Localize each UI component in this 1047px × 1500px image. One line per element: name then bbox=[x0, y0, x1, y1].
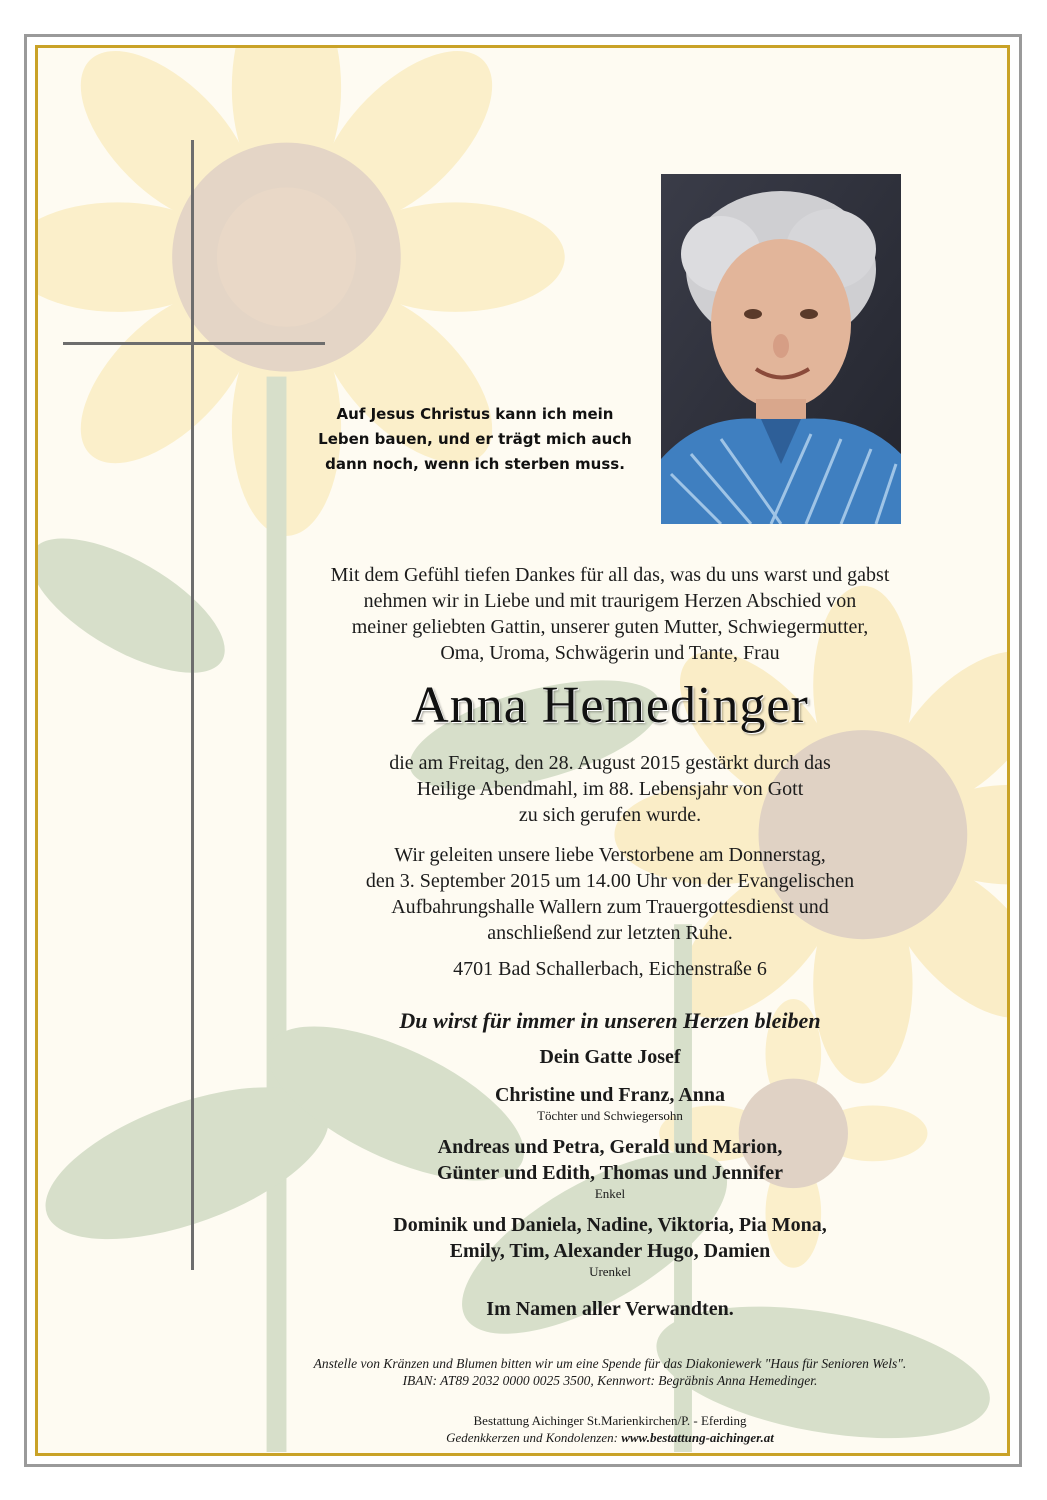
bible-quote bbox=[290, 402, 660, 477]
funeral-line: den 3. September 2015 um 14.00 Uhr von der Evangelischen bbox=[365, 870, 855, 892]
funeral-line: anschließend zur letzten Ruhe. bbox=[487, 922, 733, 944]
donation-line: Anstelle von Kränzen und Blumen bitten wir um eine Spende für das Diakoniewerk "Haus für Senioren Wels". bbox=[313, 1356, 907, 1371]
address: 4701 Bad Schallerbach, Eichenstraße 6 bbox=[453, 958, 767, 980]
undertaker-website-link[interactable]: www.bestattung-aichinger.at bbox=[621, 1430, 774, 1445]
intro-line: Mit dem Gefühl tiefen Dankes für all das, was du uns warst und gabst bbox=[330, 564, 890, 586]
intro-text bbox=[250, 562, 970, 666]
great-grandchildren-line: Emily, Tim, Alexander Hugo, Damien bbox=[449, 1240, 771, 1262]
family-children bbox=[250, 1082, 970, 1124]
children-role: Töchter und Schwiegersohn bbox=[537, 1108, 683, 1123]
funeral-info-text bbox=[250, 842, 970, 946]
death-line: Heilige Abendmahl, im 88. Lebensjahr von Gott bbox=[416, 778, 804, 800]
intro-line: meiner geliebten Gattin, unserer guten Mutter, Schwiegermutter, bbox=[351, 616, 869, 638]
closing-line: Im Namen aller Verwandten. bbox=[486, 1298, 734, 1320]
intro-line: Oma, Uroma, Schwägerin und Tante, Frau bbox=[440, 642, 780, 664]
intro-line: nehmen wir in Liebe und mit traurigem Herzen Abschied von bbox=[363, 590, 857, 612]
funeral-line: Aufbahrungshalle Wallern zum Trauergottesdienst und bbox=[391, 896, 829, 918]
undertaker-info bbox=[250, 1412, 970, 1446]
portrait-photo bbox=[661, 174, 901, 524]
grandchildren-role: Enkel bbox=[594, 1186, 626, 1201]
portrait-image bbox=[661, 174, 901, 524]
donation-note bbox=[200, 1355, 1020, 1389]
death-line: zu sich gerufen wurde. bbox=[518, 804, 702, 826]
condolence-line bbox=[250, 1429, 970, 1446]
family-husband bbox=[250, 1044, 970, 1070]
great-grandchildren-line: Dominik und Daniela, Nadine, Viktoria, Pia Mona, bbox=[393, 1214, 827, 1236]
quote-line: dann noch, wenn ich sterben muss. bbox=[325, 455, 625, 473]
death-notice-text bbox=[250, 750, 970, 828]
motto: Du wirst für immer in unseren Herzen bleiben bbox=[399, 1008, 821, 1033]
cross-horizontal-bar bbox=[63, 342, 325, 345]
grandchildren-line: Andreas und Petra, Gerald und Marion, bbox=[437, 1136, 783, 1158]
grandchildren-line: Günter und Edith, Thomas und Jennifer bbox=[436, 1162, 784, 1184]
deceased-name: Anna Hemedinger bbox=[411, 677, 809, 734]
great-grandchildren-role: Urenkel bbox=[589, 1264, 631, 1279]
family-great-grandchildren bbox=[250, 1212, 970, 1280]
condolence-prefix: Gedenkkerzen und Kondolenzen: bbox=[446, 1430, 618, 1445]
death-line: die am Freitag, den 28. August 2015 gestärkt durch das bbox=[389, 752, 831, 774]
donation-line: IBAN: AT89 2032 0000 0025 3500, Kennwort: Begräbnis Anna Hemedinger. bbox=[402, 1373, 818, 1388]
cross-vertical-bar bbox=[191, 140, 194, 1270]
undertaker-name: Bestattung Aichinger St.Marienkirchen/P. - Eferding bbox=[473, 1413, 747, 1428]
funeral-line: Wir geleiten unsere liebe Verstorbene am Donnerstag, bbox=[394, 844, 826, 866]
quote-line: Auf Jesus Christus kann ich mein bbox=[336, 405, 614, 423]
husband-name: Dein Gatte Josef bbox=[539, 1046, 681, 1068]
quote-line: Leben bauen, und er trägt mich auch bbox=[318, 430, 632, 448]
children-names: Christine und Franz, Anna bbox=[494, 1084, 726, 1106]
family-grandchildren bbox=[250, 1134, 970, 1202]
